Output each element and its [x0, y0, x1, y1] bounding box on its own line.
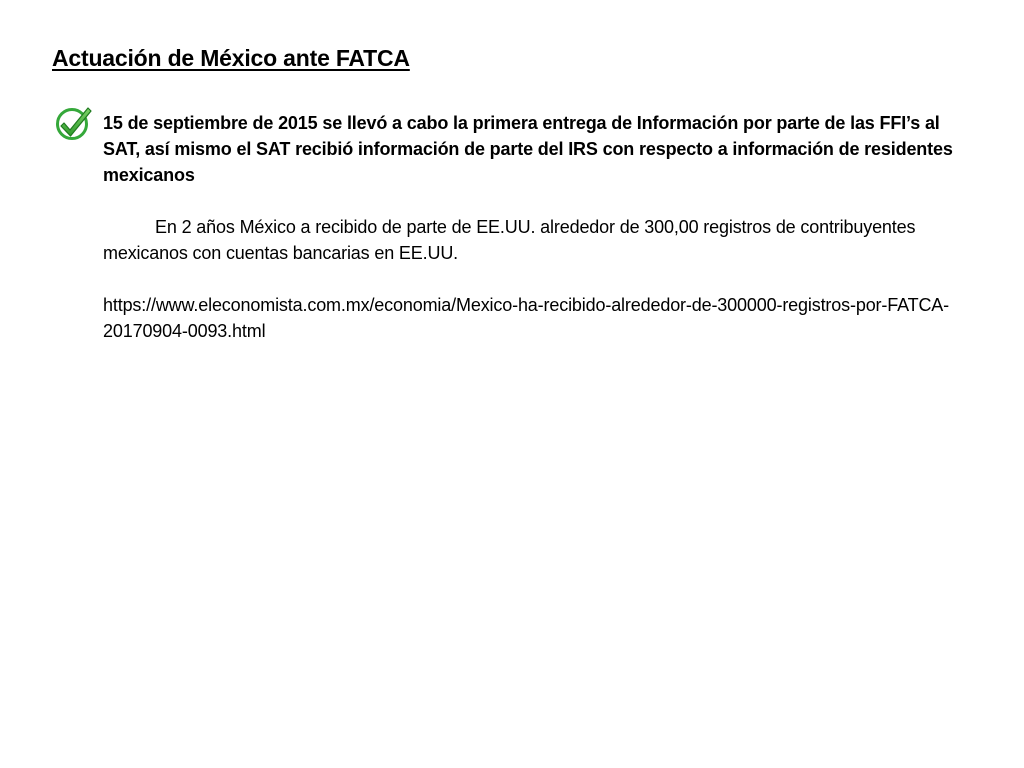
indented-paragraph-text: En 2 años México a recibido de parte de EE.UU. alrededor de 300,00 registros de contribuyentes mexicanos con cuentas bancarias en EE.UU.	[103, 217, 916, 263]
bullet-paragraph: 15 de septiembre de 2015 se llevó a cabo la primera entrega de Información por parte de las FFI’s al SAT, así mismo el SAT recibió información de parte del IRS con respecto a información de residentes mexicanos	[103, 113, 953, 185]
spacer	[103, 266, 953, 292]
indented-paragraph	[103, 214, 953, 266]
source-link[interactable]: https://www.eleconomista.com.mx/economia/Mexico-ha-recibido-alrededor-de-300000-registros-por-FATCA-20170904-0093.html	[103, 295, 950, 341]
spacer	[103, 188, 953, 214]
slide-title: Actuación de México ante FATCA	[52, 45, 410, 71]
checkmark-circle-icon	[55, 102, 95, 142]
slide-body	[103, 110, 953, 344]
